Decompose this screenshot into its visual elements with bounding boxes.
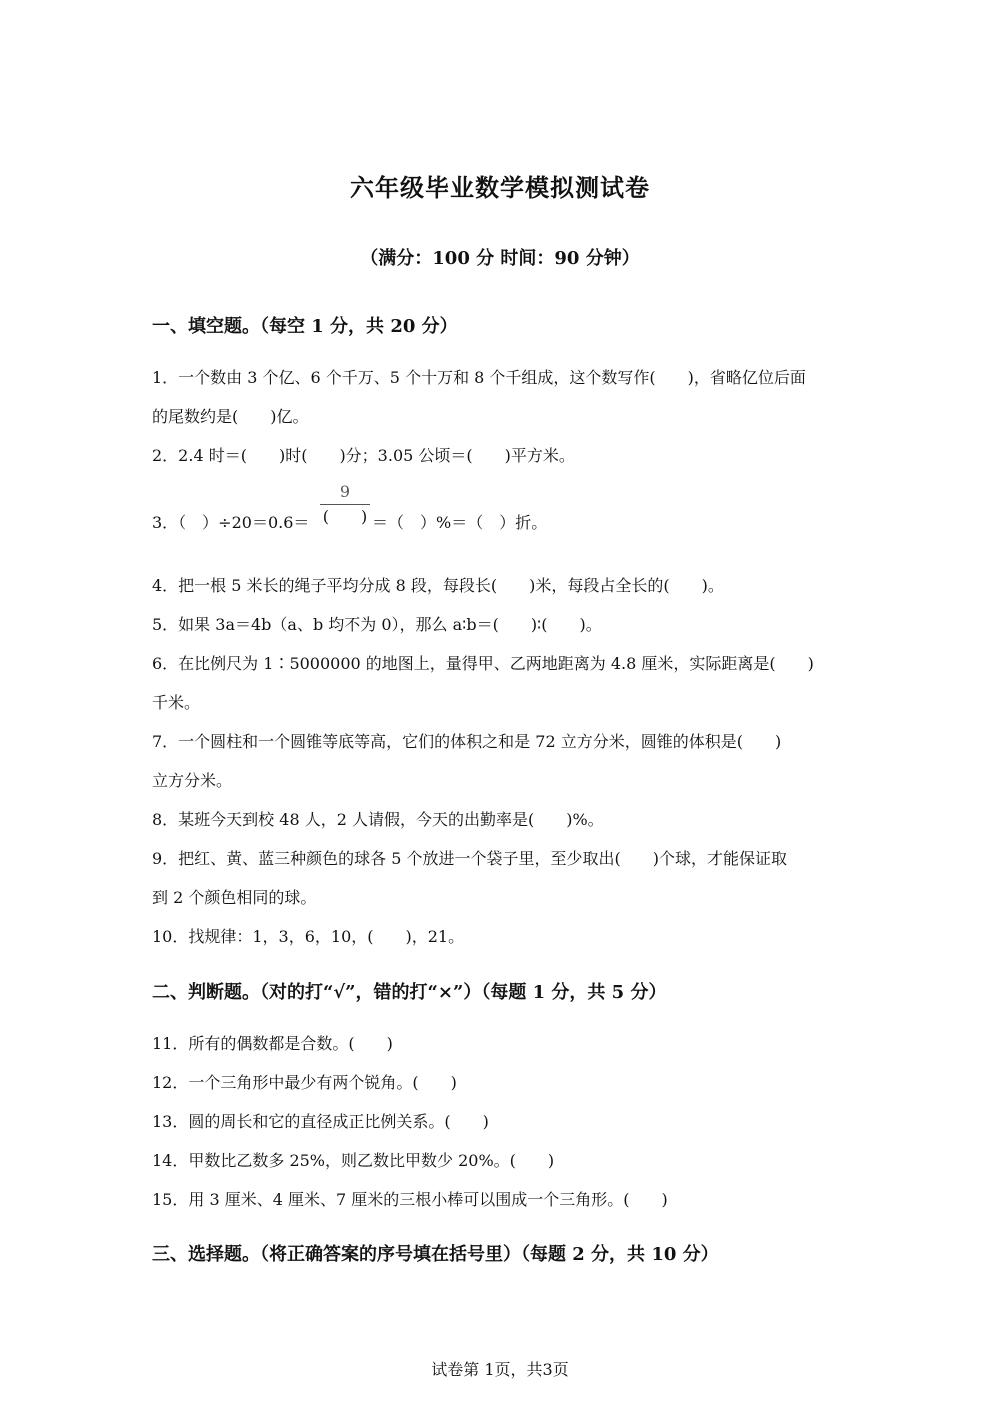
question-9-line-2: 到 2 个颜色相同的球。 (152, 888, 317, 907)
question-15: 15．用 3 厘米、4 厘米、7 厘米的三根小棒可以围成一个三角形。( ) (152, 1190, 668, 1209)
question-11: 11．所有的偶数都是合数。( ) (152, 1034, 393, 1053)
question-2: 2．2.4 时＝( )时( )分；3.05 公顷＝( )平方米。 (152, 446, 575, 465)
question-12: 12．一个三角形中最少有两个锐角。( ) (152, 1073, 457, 1092)
question-8: 8．某班今天到校 48 人，2 人请假，今天的出勤率是( )%。 (152, 810, 604, 829)
question-14: 14．甲数比乙数多 25%，则乙数比甲数少 20%。( ) (152, 1151, 555, 1170)
page-subtitle: （满分：100 分 时间：90 分钟） (360, 248, 640, 269)
section-heading-multiple-choice: 三、选择题。（将正确答案的序号填在括号里）（每题 2 分，共 10 分） (152, 1244, 719, 1265)
question-4: 4．把一根 5 米长的绳子平均分成 8 段，每段长( )米，每段占全长的( )。 (152, 576, 724, 595)
question-6-line-1: 6．在比例尺为 1∶5000000 的地图上，量得甲、乙两地距离为 4.8 厘米，实际距离是( ) (152, 654, 814, 673)
question-3-tail: ＝（ ）%＝（ ）折。 (372, 513, 548, 532)
question-7-line-1: 7．一个圆柱和一个圆锥等底等高，它们的体积之和是 72 立方分米，圆锥的体积是( ) (152, 732, 782, 751)
question-3-lead: 3．（ ）÷20＝0.6＝ (152, 513, 310, 532)
fraction-numerator: 9 (339, 482, 351, 501)
question-6-line-2: 千米。 (152, 693, 201, 712)
question-1-line-2: 的尾数约是( )亿。 (152, 407, 309, 426)
section-heading-fill-in: 一、填空题。（每空 1 分，共 20 分） (152, 316, 458, 337)
question-9-line-1: 9．把红、黄、蓝三种颜色的球各 5 个放进一个袋子里，至少取出( )个球，才能保证取 (152, 849, 788, 868)
section-heading-true-false: 二、判断题。（对的打“√”，错的打“×”）（每题 1 分，共 5 分） (152, 982, 667, 1003)
question-7-line-2: 立方分米。 (152, 771, 233, 790)
question-5: 5．如果 3a＝4b（a、b 均不为 0），那么 a∶b＝( )∶( )。 (152, 615, 602, 634)
question-3-fraction (320, 478, 370, 538)
page-title: 六年级毕业数学模拟测试卷 (350, 174, 650, 202)
question-13: 13．圆的周长和它的直径成正比例关系。( ) (152, 1112, 489, 1131)
question-1-line-1: 1．一个数由 3 个亿、6 个千万、5 个十万和 8 个千组成，这个数写作( )，省略亿位后面 (152, 368, 806, 387)
question-10: 10．找规律：1，3，6，10，( )，21。 (152, 927, 465, 946)
page-footer: 试卷第 1页，共3页 (431, 1360, 569, 1379)
fraction-denominator: ( ) (322, 507, 368, 526)
